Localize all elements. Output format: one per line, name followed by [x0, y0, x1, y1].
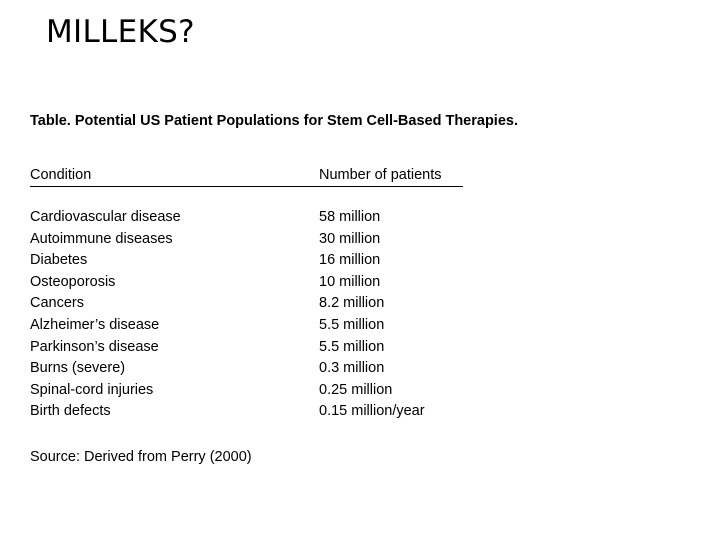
- patients-cell: 0.25 million: [319, 381, 393, 398]
- condition-cell: Parkinson’s disease: [30, 338, 159, 355]
- patients-cell: 30 million: [319, 230, 381, 247]
- column-header-patients: Number of patients: [319, 167, 442, 183]
- table-header-row: [30, 164, 463, 187]
- table-row: [30, 380, 463, 402]
- condition-cell: Cancers: [30, 295, 84, 312]
- condition-cell: Autoimmune diseases: [30, 230, 173, 247]
- table-row: [30, 337, 463, 359]
- table-row: [30, 315, 463, 337]
- column-header-condition: Condition: [30, 167, 92, 183]
- condition-cell: Cardiovascular disease: [30, 209, 181, 225]
- patients-cell: 5.5 million: [319, 316, 385, 333]
- condition-cell: Burns (severe): [30, 360, 126, 377]
- table-row: [30, 250, 463, 272]
- patients-cell: 0.3 million: [319, 360, 385, 377]
- patients-cell: 0.15 million/year: [319, 403, 425, 420]
- table-row: [30, 358, 463, 380]
- source-note: Source: Derived from Perry (2000): [30, 449, 252, 465]
- table-row: [30, 272, 463, 294]
- condition-cell: Osteoporosis: [30, 273, 116, 290]
- condition-cell: Birth defects: [30, 403, 111, 420]
- table-row: [30, 207, 463, 229]
- slide-title: MILLEKS?: [46, 14, 195, 50]
- condition-cell: Alzheimer’s disease: [30, 316, 160, 333]
- table-body: [30, 207, 463, 423]
- patients-cell: 16 million: [319, 252, 381, 269]
- patients-cell: 58 million: [319, 209, 381, 225]
- table-row: [30, 401, 463, 423]
- condition-cell: Spinal-cord injuries: [30, 381, 154, 398]
- patients-cell: 8.2 million: [319, 295, 385, 312]
- table-row: [30, 229, 463, 251]
- patients-cell: 5.5 million: [319, 338, 385, 355]
- table-row: [30, 293, 463, 315]
- patients-cell: 10 million: [319, 273, 381, 290]
- table-caption: Table. Potential US Patient Populations for Stem Cell-Based Therapies.: [30, 113, 518, 129]
- condition-cell: Diabetes: [30, 252, 88, 269]
